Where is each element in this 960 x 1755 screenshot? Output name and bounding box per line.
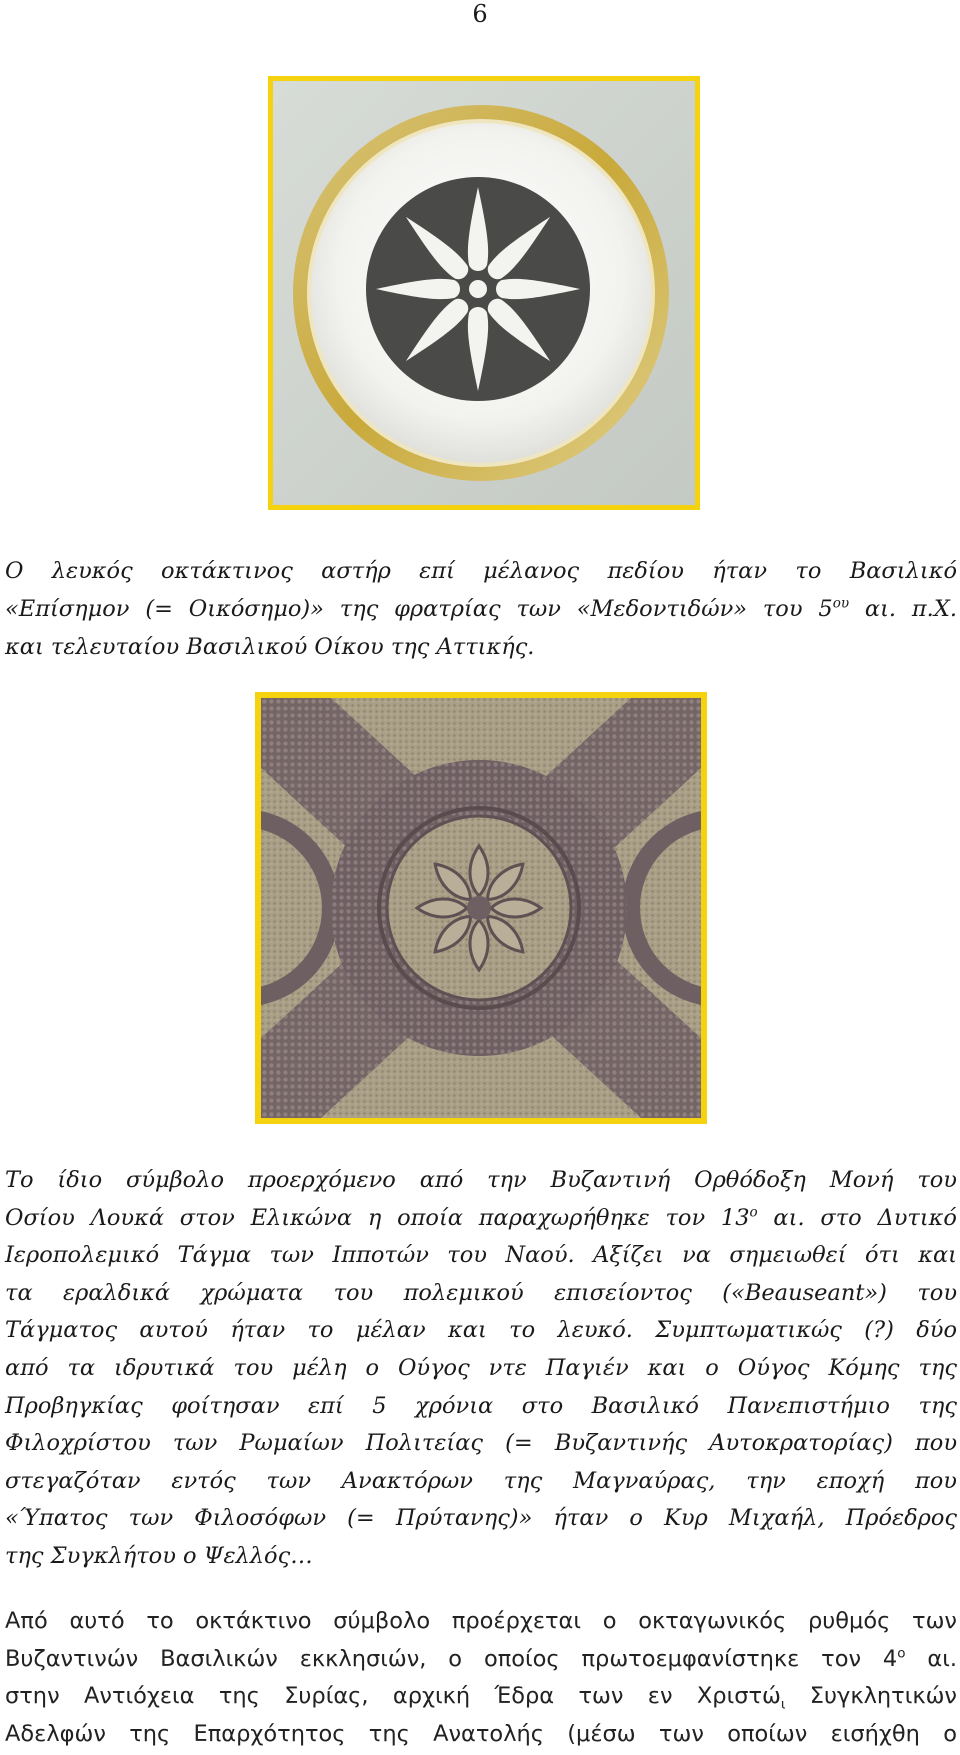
text-line: και τελευταίου Βασιλικού Οίκου της Αττικής. [5,634,535,660]
eight-pointed-star-medallion-icon [273,81,695,505]
caption-paragraph-2 [5,1162,957,1576]
text-line: τα εραλδικά χρώματα του πολεμικού επισείοντος («Beauseant») του [5,1279,957,1306]
star-medallion-figure [268,76,700,510]
text-line: Βυζαντινών Βασιλικών εκκλησιών, ο οποίος πρωτοεμφανίστηκε τον $4^o$ αι. [5,1645,957,1672]
text-line: από τα ιδρυτικά του μέλη ο Ούγος ντε Παγιέν και ο Ούγος Κόμης της [5,1354,957,1381]
mosaic-rosette-icon [261,698,701,1118]
text-line: στην Αντιόχεια της Συρίας, αρχική Έδρα των εν Χριστώ$_\iota$ Συγκλητικών [5,1683,957,1713]
text-line: στεγαζόταν εντός των Ανακτόρων της Μαγναύρας, την εποχή που [5,1467,957,1494]
text-line: Φιλοχρίστου των Ρωμαίων Πολιτείας (= Βυζαντινής Αυτοκρατορίας) που [5,1430,957,1457]
caption-paragraph-1 [5,552,957,666]
page-number: 6 [472,0,488,28]
text-line: Οσίου Λουκά στον Ελικώνα η οποία παραχωρήθηκε τον $13^o$ αι. στο Δυτικό [5,1204,957,1231]
mosaic-rosette-figure [255,692,707,1124]
text-line: Τάγματος αυτού ήταν το μέλαν και το λευκό. Συμπτωματικώς (?) δύο [5,1317,957,1344]
text-line: Προβηγκίας φοίτησαν επί 5 χρόνια στο Βασιλικό Πανεπιστήμιο της [5,1392,957,1419]
body-paragraph [5,1603,957,1753]
text-line: Ιεροπολεμικό Τάγμα των Ιπποτών του Ναού. Αξίζει να σημειωθεί ότι και [5,1242,957,1269]
text-line: Ο λευκός οκτάκτινος αστήρ επί μέλανος πεδίου ήταν το Βασιλικό [5,558,957,584]
text-line: Το ίδιο σύμβολο προερχόμενο από την Βυζαντινή Ορθόδοξη Μονή του [5,1167,957,1193]
text-line: Από αυτό το οκτάκτινο σύμβολο προέρχεται ο οκταγωνικός ρυθμός των [5,1608,957,1634]
text-line: «Ύπατος των Φιλοσόφων (= Πρύτανης)» ήταν ο Κυρ Μιχαήλ, Πρόεδρος [5,1505,957,1532]
text-line: «Επίσημον (= Οικόσημο)» της φρατρίας των «Μεδοντιδών» του $5^{o\upsilon}$ αι. π.Χ. [5,595,957,622]
text-line: της Συγκλήτου ο Ψελλός… [5,1542,313,1569]
text-line: Αδελφών της Επαρχότητος της Ανατολής (μέσω των οποίων εισήχθη ο [5,1720,957,1747]
